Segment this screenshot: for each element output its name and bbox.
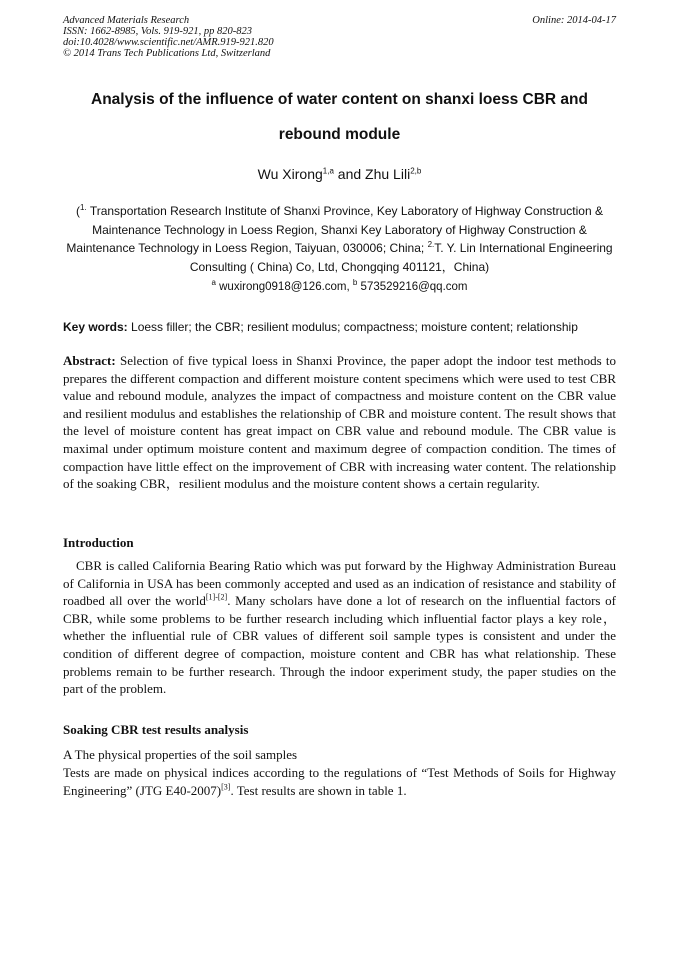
- abstract-text: Selection of five typical loess in Shanxi Province, the paper adopt the indoor test methods to prepares the different compaction and different moisture content specimens which were used to test CBR value and rebound module, analyzes the impact of compactness and moisture content on the CBR value and resilient modulus and establishes the relationship of CBR and moisture content. The result shows that the level of moisture content has great impact on CBR value and rebound module. The CBR value is maximal under optimum moisture content and maximum degree of compaction condition. The times of compaction have little effect on the improvement of CBR with increasing water content. The relationship of the soaking CBR，resilient modulus and the moisture content shows a certain regularity.: [63, 353, 616, 492]
- abstract: [63, 352, 616, 493]
- author-1-sup: 1,a: [322, 166, 334, 176]
- email-b-sup: b: [352, 278, 358, 288]
- journal-header: [63, 15, 616, 59]
- online-date: Online: 2014-04-17: [532, 15, 616, 26]
- email-b: 573529216@qq.com: [357, 281, 468, 293]
- paper-title-line1: Analysis of the influence of water content on shanxi loess CBR and: [91, 91, 588, 108]
- author-1: Wu Xirong: [257, 166, 323, 182]
- authors: [63, 166, 616, 182]
- affil-sup-1: 1.: [80, 203, 87, 212]
- journal-name: Advanced Materials Research: [63, 15, 190, 26]
- paper-title-line2: rebound module: [278, 126, 401, 143]
- soaking-subheading: A The physical properties of the soil samples: [63, 747, 298, 762]
- soaking-paragraph: [63, 764, 616, 799]
- introduction-heading: Introduction: [63, 535, 134, 550]
- copyright-line: © 2014 Trans Tech Publications Ltd, Switzerland: [63, 48, 271, 59]
- introduction-paragraph: [63, 557, 616, 698]
- intro-text-2: . Many scholars have done a lot of research on the influential factors of CBR, while some problems to be further research including which influential factor plays a key role， whether the influential rule of CBR values of different soil sample types is consistent and under the condition of different degree of compaction, moisture content and CBR has what relationship. These problems remain to be further research. Through the indoor experiment study, the paper studies on the part of the problem.: [63, 593, 616, 697]
- email-a: wuxirong0918@126.com,: [215, 281, 353, 293]
- author-2: Zhu Lili: [365, 166, 411, 182]
- affil-sup-2: 2.: [427, 240, 435, 249]
- soaking-heading: Soaking CBR test results analysis: [63, 722, 249, 737]
- keywords: [63, 320, 616, 334]
- intro-text-1: CBR is called California Bearing Ratio which was put forward by the Highway Administration Bureau of California in USA has been commonly accepted and used as an indication of resistance and stability of roadbed all over the world: [63, 558, 616, 609]
- affil-paren: (: [76, 204, 81, 218]
- author-emails: [63, 278, 616, 293]
- abstract-label: Abstract:: [63, 353, 116, 368]
- issn-line: ISSN: 1662-8985, Vols. 919-921, pp 820-823: [63, 26, 252, 37]
- soaking-text-2: . Test results are shown in table 1.: [230, 782, 407, 798]
- doi-line: doi:10.4028/www.scientific.net/AMR.919-921.820: [63, 37, 274, 48]
- soaking-citation: [3]: [221, 782, 231, 792]
- intro-citation: [1]-[2]: [205, 592, 228, 602]
- author-2-sup: 2,b: [410, 166, 422, 176]
- keywords-label: Key words:: [63, 320, 128, 334]
- affiliations: [63, 202, 616, 276]
- keywords-text: Loess filler; the CBR; resilient modulus; compactness; moisture content; relationship: [127, 320, 578, 334]
- affil-text-1: Transportation Research Institute of Shanxi Province, Key Laboratory of Highway Construction & Maintenance Technology in Loess Region, Shanxi Key Laboratory of Highway Construction & Maintenance Technology in Loess Region, Taiyuan, 030006; China;: [66, 204, 603, 255]
- soaking-text-1: Tests are made on physical indices according to the regulations of “Test Methods of Soils for Highway Engineering” (JTG E40-2007): [63, 765, 616, 798]
- email-a-sup: a: [211, 278, 216, 288]
- affil-text-2: T. Y. Lin International Engineering Consulting ( China) Co, Ltd, Chongqing 401121，China): [189, 241, 613, 274]
- authors-and: and: [333, 166, 366, 182]
